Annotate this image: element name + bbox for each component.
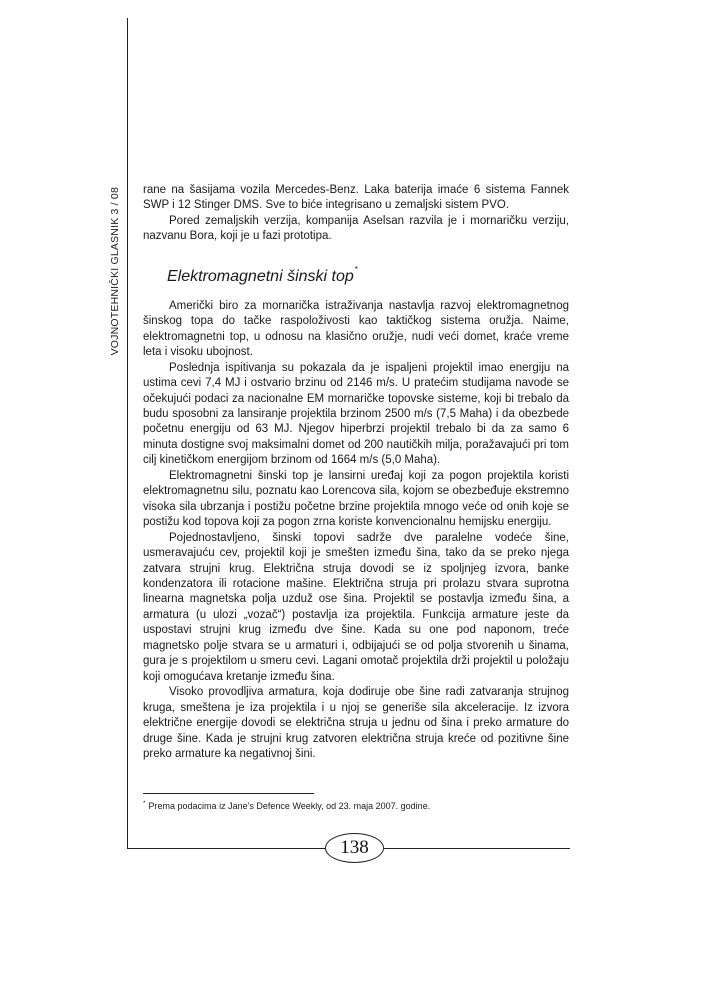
paragraph: Pored zemaljskih verzija, kompanija Aselsan razvila je i mornaričku verziju, nazvanu Bora, koji je u fazi prototipa.	[143, 214, 569, 243]
footnote-text: Prema podacima iz Jane’s Defence Weekly, od 23. maja 2007. godine.	[148, 801, 431, 811]
paragraph: Američki biro za mornarička istraživanja nastavlja razvoj elektromagnetnog šinskog topa do tačke raspoloživosti kao taktičkog sistema oružja. Naime, elektromagnetni top, u odnosu na klasično oružje, nudi veći domet, kraće vreme leta i visoku ubojnost.	[143, 299, 569, 359]
footnote-marker: *	[143, 800, 146, 807]
footnote	[143, 798, 569, 812]
bottom-rule	[127, 848, 326, 849]
paragraph: rane na šasijama vozila Mercedes-Benz. Laka baterija imaće 6 sistema Fannek SWP i 12 Stinger DMS. Sve to biće integrisano u zemaljski sistem PVO.	[143, 184, 569, 212]
section-heading	[167, 260, 569, 287]
paragraph: Visoko provodljiva armatura, koja dodiruje obe šine radi zatvaranja strujnog kruga, smeštena je iza projektila i u njoj se generiše sila akceleracije. Iz izvora električne energije dovodi se električna struja u jednu od šina i preko armature do druge šine. Kada je strujni krug zatvoren električna struja kreće od pozitivne šine preko armature ka negativnoj šini.	[143, 686, 569, 760]
footnote-rule	[143, 793, 314, 794]
body-text	[143, 183, 569, 762]
paragraph: Pojednostavljeno, šinski topovi sadrže dve paralelne vodeće šine, usmeravajuću cev, projektil koji je smešten između šina, tako da se preko njega zatvara strujni krug. Električna struja dovodi se iz spoljnjeg izvora, banke kondenzatora ili rotacione mašine. Električna struja pri prolazu stvara suprotna linearna magnetska polja uzduž ose šina. Projektil se postavlja između šina, a armatura (u ulozi „vozač“) postavlja iza projektila. Funkcija armature jeste da uspostavi strujni krug između dve šine. Kada su one pod naponom, treće magnetsko polje stvara se u armaturi i, odbijajući se od polja stvorenih u šinama, gura je s projektilom u smeru cevi. Lagani omotač projektila drži projektil u položaju koji omogućava kretanje između šina.	[143, 531, 569, 683]
paragraph: Elektromagnetni šinski top je lansirni uređaj koji za pogon projektila koristi elektromagnetnu silu, poznatu kao Lorencova sila, kojom se obezbeđuje ekstremno visoka sila ubrzanja i postižu početne brzine projektila mnogo veće od onih koje se postižu kod topova koji za pogon zrna koriste konvencionalnu hemijsku energiju.	[143, 469, 569, 529]
page-number: 138	[325, 833, 384, 863]
paragraph: Poslednja ispitivanja su pokazala da je ispaljeni projektil imao energiju na ustima cevi 7,4 MJ i ostvario brzinu od 2146 m/s. U pratećim studijama navode se očekujući podaci za nacionalne EM mornaričke topovske sisteme, koji bi trebalo da budu sposobni za lansiranje projektila brzinom 2500 m/s (7,5 Maha) i da obezbede početnu energiju od 63 MJ. Njegov hiperbrzi projektil trebalo bi da za samo 6 minuta dostigne svoj maksimalni domet od 200 nautičkih milja, poražavajući pri tom cilj kinetičkom energijom brzinom od 1664 m/s (5,0 Maha).	[143, 361, 569, 467]
running-head: VOJNOTEHNIČKI GLASNIK 3 / 08	[109, 187, 121, 356]
margin-rule	[127, 18, 128, 848]
section-title: Elektromagnetni šinski top	[167, 267, 354, 285]
bottom-rule	[384, 848, 570, 849]
footnote-reference: *	[354, 264, 358, 274]
